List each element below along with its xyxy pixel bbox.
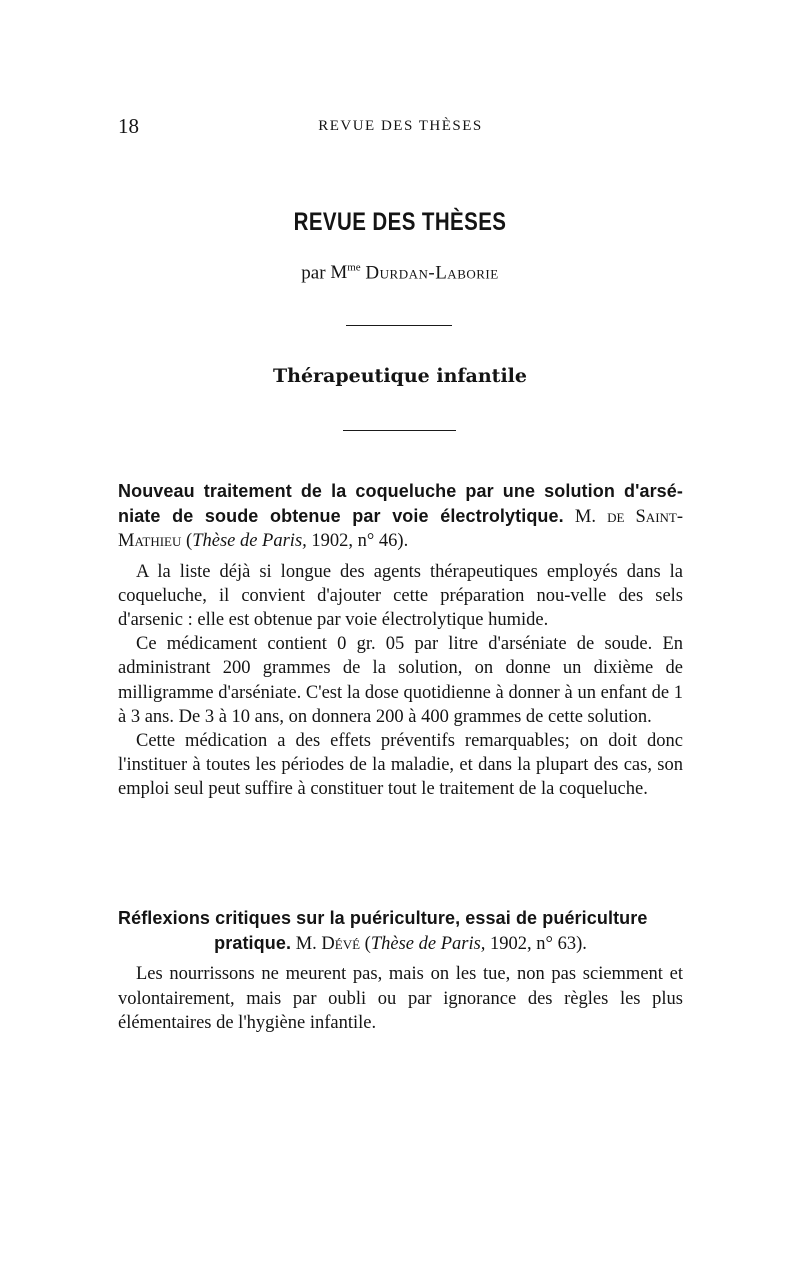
byline-author: Durdan-Laborie [365,262,499,284]
article-1-title: Nouveau traitement de la coqueluche par une solution d'arsé-niate de soude obtenue par voie électrolytique. [118,481,683,527]
article-1-paragraph: Ce médicament contient 0 gr. 05 par litre d'arséniate de soude. En administrant 200 grammes de la solution, on donne un dixième de milligramme d'arséniate. C'est la dose quotidienne à donner à un enfant de 1 à 3 ans. De 3 à 10 ans, on donnera 200 à 400 grammes de cette solution. [118,634,683,727]
byline [0,262,800,284]
article-2-ref-rest: 1902, n° 63). [490,934,587,955]
article-2-heading-line-2 [118,931,683,956]
running-title: REVUE DES THÈSES [318,118,483,134]
article-2-heading [118,906,683,931]
divider-rule-bottom [343,430,456,431]
article-2-paragraph: Les nourrissons ne meurent pas, mais on les tue, non pas sciemment et volontairement, mais par oubli ou par ignorance des règles les plus élémentaires de l'hygiène infantile. [118,964,683,1033]
section-title: Thérapeutique infantile [273,365,527,387]
running-header [118,114,683,138]
byline-mme: $M^{me}$ [330,262,361,284]
byline-par: par [301,262,326,284]
article-1-paragraph: A la liste déjà si longue des agents thérapeutiques employés dans la coqueluche, il convient d'ajouter cette préparation nou-velle des sels d'arsenic : elle est obtenue par voie électrolytique humide. [118,561,683,631]
page-number: 18 [118,114,139,138]
article-2-author-prefix: M. [295,934,317,955]
article-1-heading [118,479,683,554]
article-2-title-line-2: pratique. [214,933,292,954]
article-1-ref-rest: 1902, n° 46). [311,531,409,552]
byline-mme-sup: me [347,262,361,274]
article-1-author: de Saint-Mathieu [118,507,684,552]
page-title: REVUE DES THÈSES [293,208,507,236]
article-2-title-line-1: Réflexions critiques sur la puériculture, essai de puériculture [118,908,648,928]
divider-rule-top [346,325,452,326]
article-2-ref-open: ( [364,934,371,955]
article-1-ref-italic: Thèse de Paris, [192,531,307,552]
article-1-ref-open: ( [186,531,193,552]
article-2-ref-italic: Thèse de Paris, [370,934,486,955]
article-2 [118,906,683,1035]
article-1-author-prefix: M. [574,507,596,528]
article-2-author: Dévé [321,934,361,955]
article-1-paragraph: Cette médication a des effets préventifs remarquables; on doit donc l'instituer à toutes les périodes de la maladie, et dans la plupart des cas, son emploi seul peut suffire à constituer tout le traitement de la coqueluche. [118,731,683,800]
article-1 [118,479,683,802]
